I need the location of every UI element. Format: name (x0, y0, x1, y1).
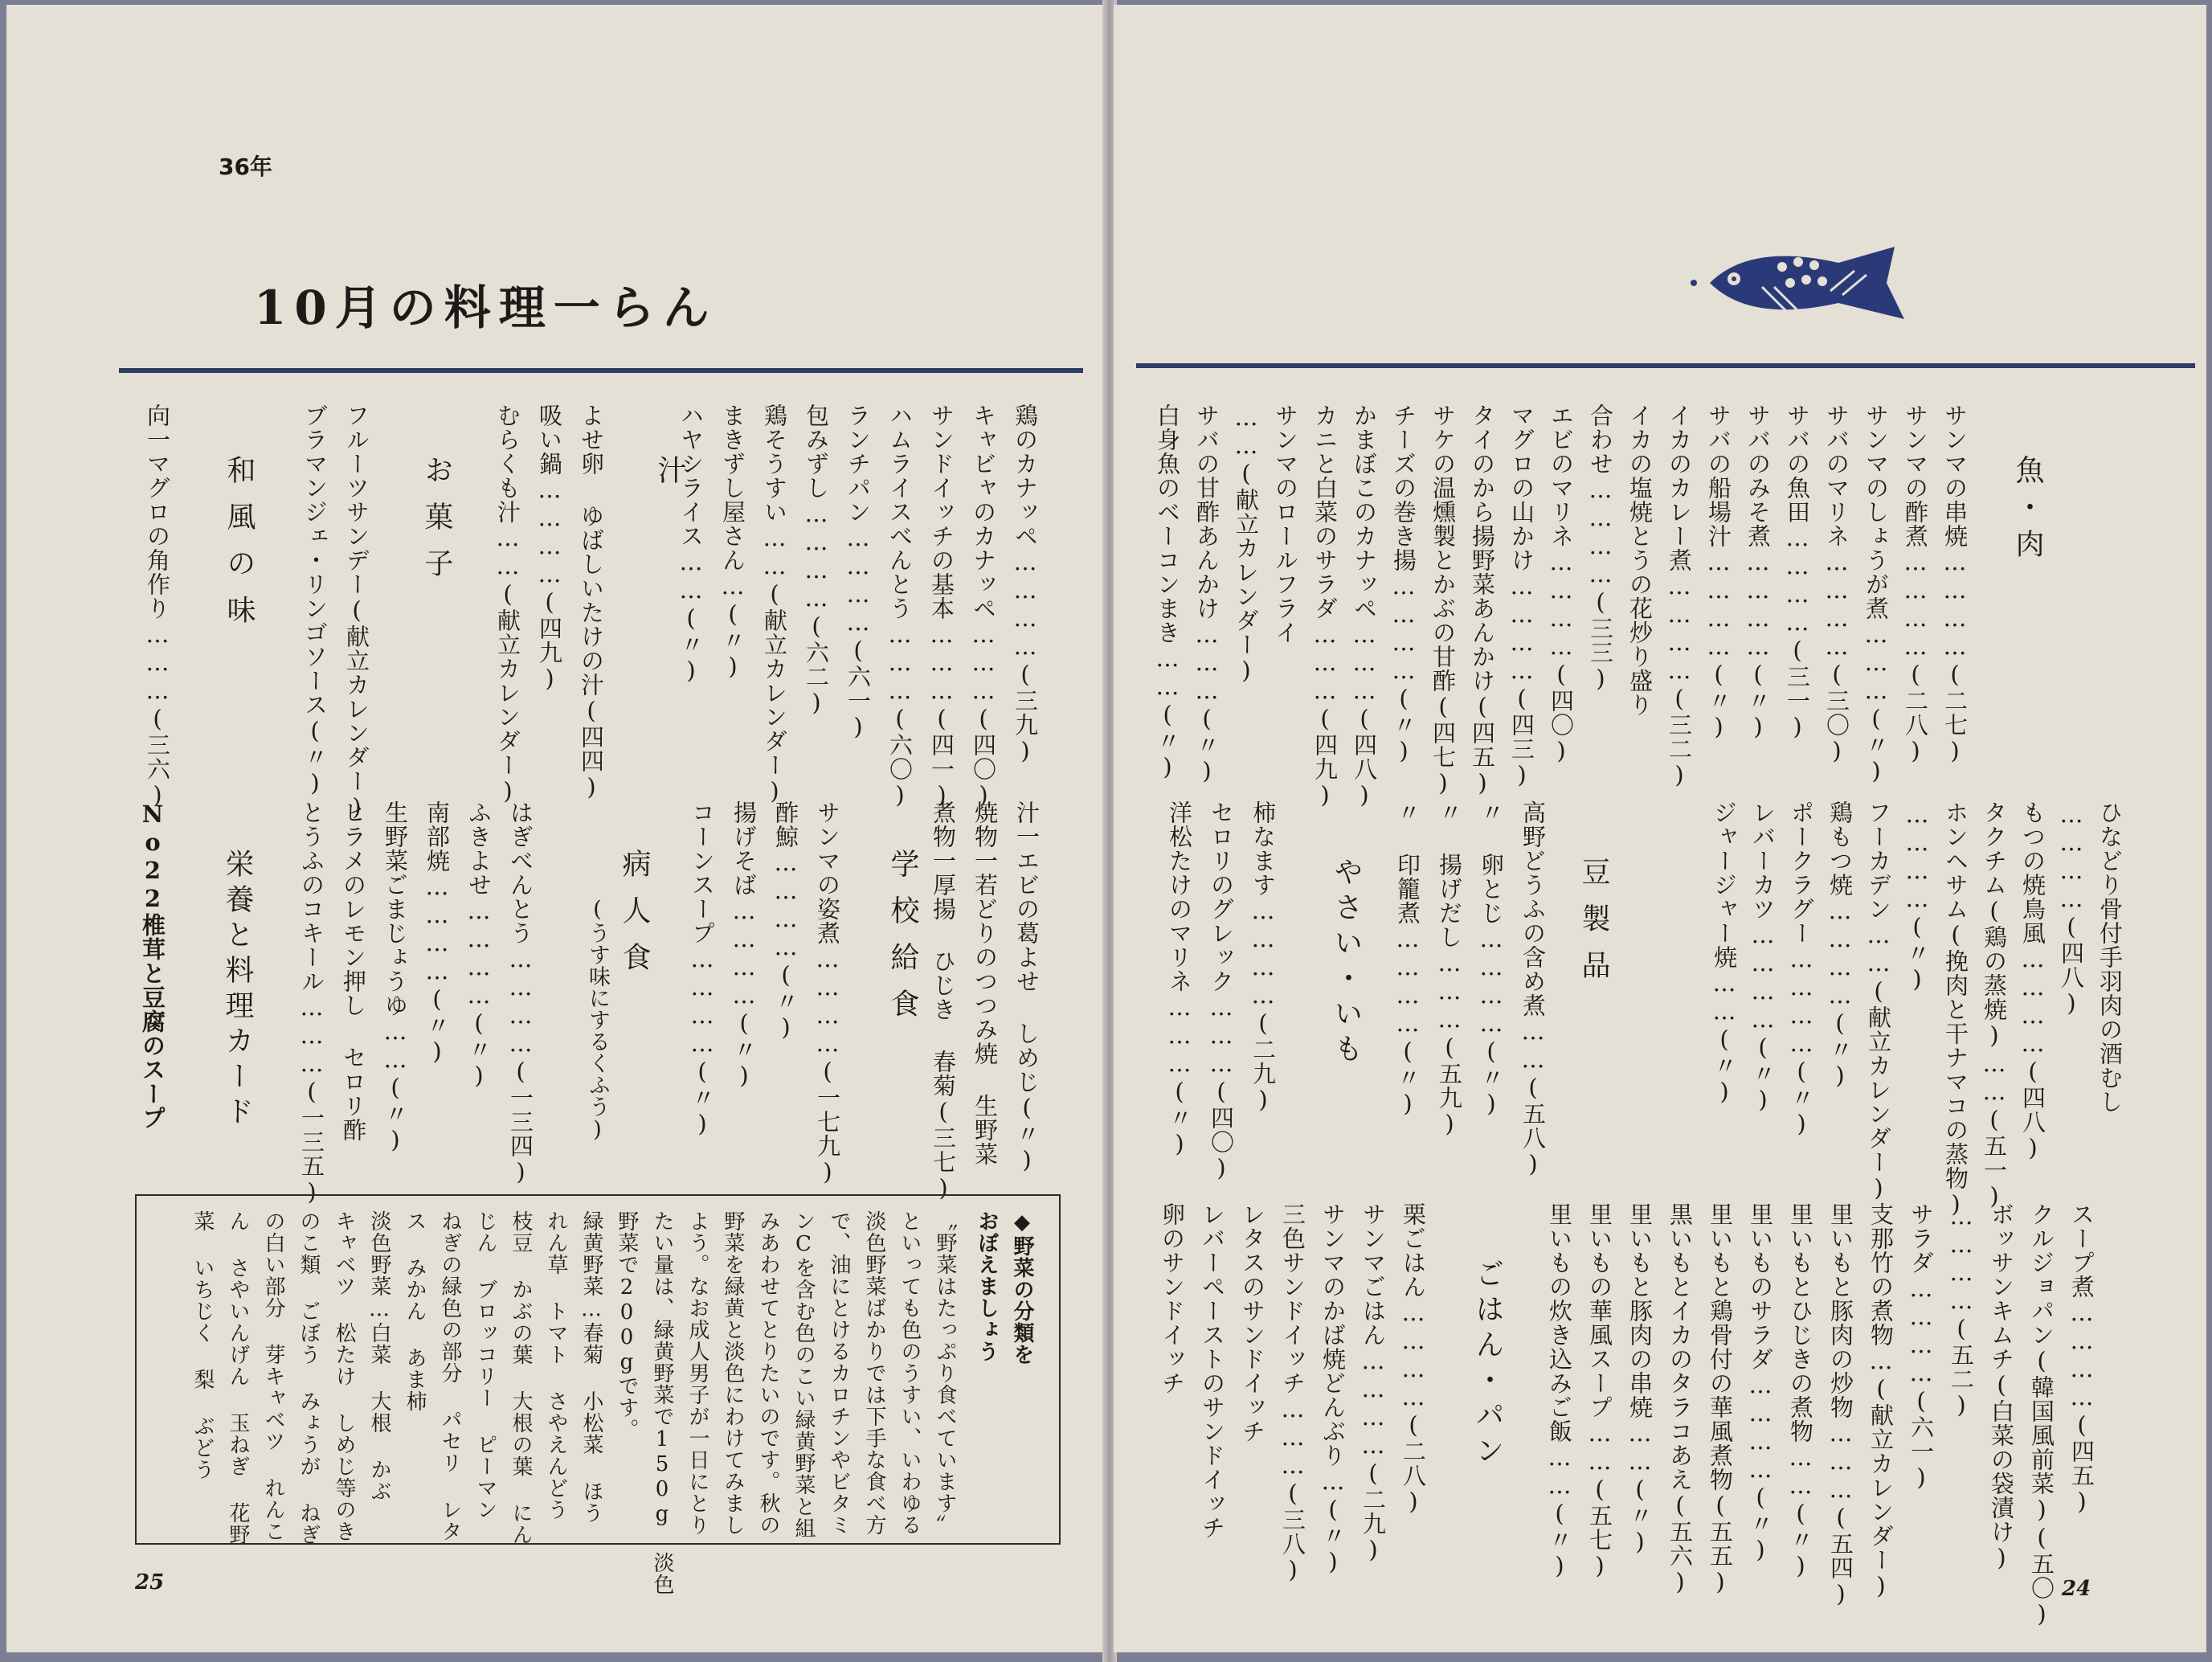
list-item: 鶏もつ焼…………(〃) (1826, 800, 1854, 1090)
box-heading-line: おぼえましょう (975, 1210, 999, 1362)
list-item: イカのカレー煮…………(三二) (1666, 403, 1693, 789)
list-item: ボッサンキムチ(白菜の袋漬け) (1988, 1202, 2015, 1572)
list-item: 生野菜ごまじょうゆ……(〃) (382, 800, 409, 1154)
page-number: 25 (135, 1570, 165, 1594)
list-item: セロリのグレック………(四〇) (1208, 800, 1235, 1182)
section-heading-sakana: 魚・肉 (2011, 455, 2044, 566)
list-item: 白身魚のベーコンまき……(〃) (1154, 403, 1181, 781)
box-line: じん ブロッコリー ピーマン (473, 1210, 497, 1521)
section-heading-byonin: 病人食 (618, 849, 651, 989)
list-item: 鶏のカナッペ…………(三九) (1012, 403, 1039, 765)
list-item: ハムライスべんとう………(六〇) (886, 403, 914, 809)
list-item: ヒラメのレモン押し セロリ酢 (340, 800, 367, 1142)
list-item: レタスのサンドイッチ (1239, 1202, 1266, 1443)
box-line: といっても色のうすい、いわゆる (897, 1210, 922, 1536)
gakko-list-b (681, 800, 848, 1186)
list-item: サンマのかば焼どんぶり…(〃) (1319, 1202, 1347, 1576)
box-heading-line: ◆野菜の分類を (1010, 1210, 1034, 1365)
list-item: サンマごはん…………(二九) (1360, 1202, 1387, 1564)
niku-list (1705, 800, 2129, 1218)
list-item: ……(献立カレンダー) (1233, 403, 1260, 685)
list-item: 酢鯨…………(〃) (772, 800, 799, 1042)
list-item: 里いものサラダ…………(〃) (1747, 1202, 1774, 1564)
list-item: タクチム(鶏の蒸焼)……(五一) (1981, 800, 2008, 1210)
list-item: サバの甘酢あんかけ………(〃) (1193, 403, 1220, 785)
shiru-list (487, 403, 612, 805)
list-item: 合わせ…………(三三) (1587, 403, 1614, 693)
list-item: サケの温燻製とかぶの甘酢(四七) (1429, 403, 1457, 797)
list-item: 里いもと豚肉の串焼……(〃) (1626, 1202, 1654, 1556)
list-item: ジャージャー焼……(〃) (1711, 800, 1738, 1106)
page-title: 10月の料理一らん (254, 280, 718, 335)
box-line: みあわせてとりたいのです。秋の (756, 1210, 780, 1536)
box-line: 淡色野菜…白菜 大根 かぶ (367, 1210, 391, 1502)
year-label: 36年 (219, 154, 272, 180)
list-item: チーズの巻き揚…………(〃) (1390, 403, 1417, 765)
box-body (185, 1210, 963, 1595)
box-line: ンCを含む色のこい緑黄野菜と組 (791, 1210, 816, 1539)
list-item: 里いもと豚肉の炒物………(五四) (1827, 1202, 1854, 1608)
list-item: 〃 卵とじ…………(〃) (1478, 800, 1505, 1118)
card-title: 椎茸と豆腐のスープ (139, 913, 166, 1130)
section-heading-eiyo: 栄養と料理カード (221, 849, 254, 1132)
list-item: 里いもの炊き込みご飯……(〃) (1546, 1202, 1573, 1580)
list-item: カニと白菜のサラダ………(四九) (1311, 403, 1339, 809)
list-item: 高野どうふの含め煮……(五八) (1519, 800, 1547, 1178)
box-line: ねぎの緑色の部分 パセリ レタ (438, 1210, 462, 1542)
list-item: 〃 揚げだし………(五九) (1436, 800, 1463, 1138)
wafu-list (137, 403, 178, 809)
box-line: ん さやいんげん 玉ねぎ 花野 (226, 1210, 250, 1545)
box-heading (969, 1210, 1040, 1532)
box-line: 淡色野菜ばかりでは下手な食べ方 (862, 1210, 886, 1536)
card-number: No22 (139, 800, 166, 913)
list-item: サンマのロールフライ (1272, 403, 1299, 645)
list-item: サバの魚田…………(三一) (1784, 403, 1811, 741)
header-rule (1136, 363, 2195, 368)
list-item: ホンヘサム(挽肉と干ナマコの蒸物) (1942, 800, 1969, 1218)
list-item: コーンスープ…………(〃) (689, 800, 716, 1138)
list-item: かまぼこのカナッペ………(四八) (1351, 403, 1378, 809)
list-item: イカの塩焼とうの花炒り盛り (1626, 403, 1654, 717)
list-item: 栗ごはん…………(二八) (1400, 1202, 1427, 1516)
box-line: 〝野菜はたっぷり食べています〟 (933, 1210, 957, 1536)
list-item: 包みずし…………(六二) (803, 403, 830, 717)
right-page (1114, 5, 2206, 1652)
list-item: 汁一エビの葛よせ しめじ(〃) (1013, 800, 1041, 1174)
list-item: まきずし屋さん…(〃) (719, 403, 746, 681)
list-item: フルーツサンデー(献立カレンダー) (343, 403, 370, 821)
section-heading-mame: 豆製品 (1577, 857, 1610, 997)
section-heading-gohan: ごはん・パン (1471, 1259, 1504, 1471)
okashi-list (294, 403, 378, 821)
list-item: スープ煮…………(四五) (2068, 1202, 2095, 1516)
list-item: 柿なます…………(二九) (1249, 800, 1277, 1114)
list-item: 吸い鍋…………(四九) (536, 403, 563, 693)
list-item: もつの焼鳥風…………(四八) (2019, 800, 2046, 1162)
box-line: 野菜を緑黄と淡色にわけてみまし (721, 1210, 745, 1536)
list-item: …………(五二) (1948, 1202, 1975, 1419)
fish-illustration-icon (1686, 243, 1919, 331)
list-item: レバーカツ…………(〃) (1749, 800, 1777, 1114)
list-item: 里いもとひじきの煮物……(〃) (1787, 1202, 1814, 1580)
box-line: で、油にとけるカロチンやビタミ (827, 1210, 851, 1536)
list-item: サンマの姿煮…………(一七九) (814, 800, 841, 1186)
list-item: よせ卵 ゆばしいたけの汁(四四) (578, 403, 605, 801)
list-item: 煮物一厚揚 ひじき 春菊(三七) (930, 800, 957, 1202)
section-heading-yasai: やさい・いも (1330, 857, 1363, 1069)
gakko-list-a (922, 800, 1048, 1202)
list-item: サラダ…………(六一) (1907, 1202, 1935, 1492)
mame-list (1387, 800, 1554, 1178)
left-page (6, 5, 1107, 1652)
list-item: ひなどり骨付手羽肉の酒むし (2096, 800, 2124, 1114)
list-item: サバのマリネ…………(三〇) (1823, 403, 1850, 765)
section-heading-wafu: 和風の味 (223, 455, 256, 641)
list-item: マグロの山かけ…………(四三) (1508, 403, 1535, 789)
box-line: ス みかん あま柿 (403, 1210, 427, 1412)
list-item: エビのマリネ…………(四〇) (1548, 403, 1575, 765)
page-number: 24 (2062, 1577, 2091, 1601)
box-line: 菜 いちじく 梨 ぶどう (190, 1210, 215, 1480)
list-item: 黒いもとイカのタラコあえ(五六) (1666, 1202, 1694, 1596)
list-item: サンマの酢煮…………(二八) (1902, 403, 1929, 765)
list-item: サンマのしょうが煮………(〃) (1862, 403, 1890, 785)
list-item: 焼物一若どりのつつみ焼 生野菜 (971, 800, 999, 1166)
list-item: …………(四八) (2058, 800, 2085, 1017)
list-item: ポークラグー…………(〃) (1788, 800, 1815, 1138)
list-item: フーカデン……(献立カレンダー) (1865, 800, 1892, 1202)
list-item: サンマの串焼…………(二七) (1941, 403, 1969, 765)
gohan-list (1152, 1202, 1433, 1584)
byonin-list (291, 800, 542, 1206)
list-item: タイのから揚野菜あんかけ(四五) (1469, 403, 1496, 797)
list-item: 卵のサンドイッチ (1159, 1202, 1186, 1395)
list-item: とうふのコキール………(一三五) (298, 800, 325, 1206)
list-item: ハヤシライス……(〃) (677, 403, 705, 685)
list-item: 鶏そうすい……(献立カレンダー) (761, 403, 788, 805)
box-line: キャベツ 松たけ しめじ等のき (332, 1210, 356, 1542)
list-item: 三色サンドイッチ………(三八) (1279, 1202, 1306, 1584)
section-heading-shiru: 汁 (653, 455, 686, 501)
box-line: 枝豆 かぶの葉 大根の葉 にん (509, 1210, 533, 1545)
main-dish-list (670, 403, 1046, 809)
header-rule (119, 368, 1083, 373)
list-item: はぎべんとう…………(一三四) (507, 800, 534, 1186)
list-item: 里いもの華風スープ……(五七) (1586, 1202, 1613, 1580)
list-item: 支那竹の煮物…(献立カレンダー) (1867, 1202, 1895, 1600)
list-item: 〃 印籠煮…………(〃) (1394, 800, 1421, 1118)
list-item: むらくも汁……(献立カレンダー) (494, 403, 521, 805)
list-item: 洋松たけのマリネ………(〃) (1166, 800, 1193, 1158)
list-item: キャビャのカナッペ………(四〇) (970, 403, 997, 809)
eiyo-card (132, 800, 174, 1154)
list-item: サンドイッチの基本………(四一) (928, 403, 955, 809)
list-item: ランチパン…………(六一) (844, 403, 872, 741)
box-line: よう。なお成人男子が一日にとり (685, 1210, 709, 1536)
list-item: ブラマンジェ・リンゴソース(〃) (301, 403, 329, 797)
box-line: れん草 トマト さやえんどう (544, 1210, 568, 1521)
box-line: 野菜で200gです。 (615, 1210, 639, 1440)
list-item: サバの船場汁…………(〃) (1705, 403, 1732, 741)
byonin-subheading: (うす味にするくふう) (585, 897, 610, 1142)
box-line: たい量は、緑黄野菜で150g 淡色 (650, 1210, 674, 1595)
list-item: …………(〃) (1903, 800, 1931, 993)
box-line: のこ類 ごぼう みょうが ねぎ (296, 1210, 321, 1545)
list-item: レバーペーストのサンドイッチ (1199, 1202, 1226, 1540)
list-item: 向一マグロの角作り………(三六) (144, 403, 171, 809)
box-line: の白い部分 芽キャベツ れんこ (261, 1210, 285, 1542)
sakana-list (1147, 403, 1974, 809)
list-item: 南部焼…………(〃) (423, 800, 451, 1066)
list-item: サバのみそ煮…………(〃) (1744, 403, 1772, 741)
list-item: 揚げそば…………(〃) (730, 800, 758, 1090)
box-line: 緑黄野菜…春菊 小松菜 ほう (579, 1210, 603, 1524)
section-heading-okashi: お菓子 (420, 455, 453, 595)
list-item: ふきよせ…………(〃) (465, 800, 493, 1090)
list-item: 里いもと鶏骨付の華風煮物(五五) (1707, 1202, 1734, 1596)
list-item: クルジョパン(韓国風前菜)(五〇) (2028, 1202, 2055, 1628)
section-heading-gakko: 学校給食 (886, 849, 919, 1035)
yasai-list (1159, 800, 1284, 1182)
